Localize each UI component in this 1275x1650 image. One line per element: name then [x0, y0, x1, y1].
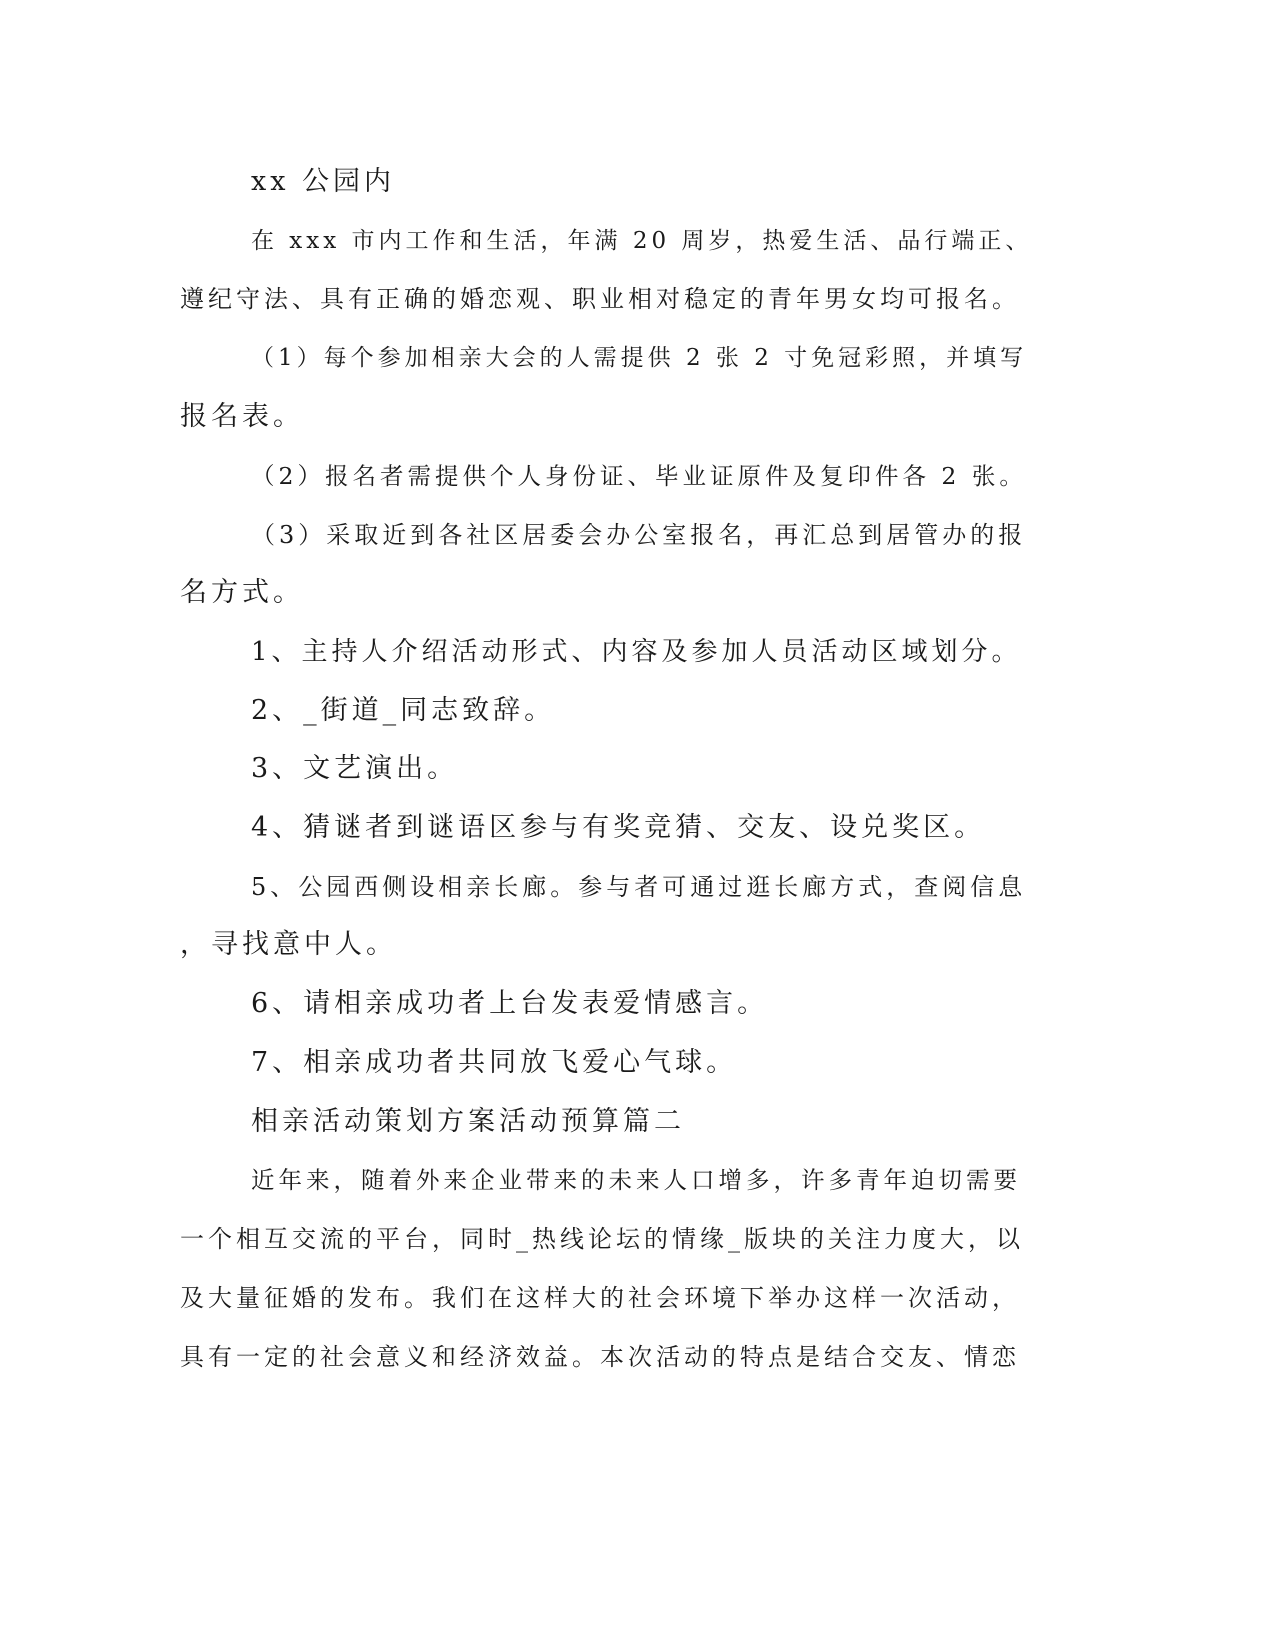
text-line: 遵纪守法、具有正确的婚恋观、职业相对稳定的青年男女均可报名。: [180, 285, 1020, 313]
text-line: （3）采取近到各社区居委会办公室报名，再汇总到居管办的报: [251, 521, 1027, 549]
text-line: 6、请相亲成功者上台发表爱情感言。: [251, 988, 769, 1019]
text-line: 及大量征婚的发布。我们在这样大的社会环境下举办这样一次活动，: [180, 1284, 1020, 1312]
section-heading: 相亲活动策划方案活动预算篇二: [251, 1106, 685, 1137]
text-line: 3、文艺演出。: [251, 753, 459, 784]
text-line: 在 xxx 市内工作和生活，年满 20 周岁，热爱生活、品行端正、: [251, 228, 1033, 254]
text-line: ，寻找意中人。: [180, 929, 397, 960]
text-line: 一个相互交流的平台，同时_热线论坛的情缘_版块的关注力度大，以: [180, 1225, 1024, 1253]
text-line: 具有一定的社会意义和经济效益。本次活动的特点是结合交友、情恋: [180, 1343, 1020, 1371]
text-line: 近年来，随着外来企业带来的未来人口增多，许多青年迫切需要: [251, 1166, 1021, 1194]
text-line: 报名表。: [180, 401, 304, 432]
text-line: 4、猜谜者到谜语区参与有奖竞猜、交友、设兑奖区。: [251, 812, 986, 843]
text-line: 2、_街道_同志致辞。: [251, 695, 556, 726]
text-line: （2）报名者需提供个人身份证、毕业证原件及复印件各 2 张。: [251, 462, 1027, 490]
text-line: 7、相亲成功者共同放飞爱心气球。: [251, 1047, 738, 1078]
text-line: xx 公园内: [251, 166, 396, 197]
text-line: 名方式。: [180, 577, 304, 608]
text-line: （1）每个参加相亲大会的人需提供 2 张 2 寸免冠彩照，并填写: [251, 345, 1028, 371]
text-line: 1、主持人介绍活动形式、内容及参加人员活动区域划分。: [251, 637, 1022, 667]
text-line: 5、公园西侧设相亲长廊。参与者可通过逛长廊方式，查阅信息: [251, 873, 1027, 901]
